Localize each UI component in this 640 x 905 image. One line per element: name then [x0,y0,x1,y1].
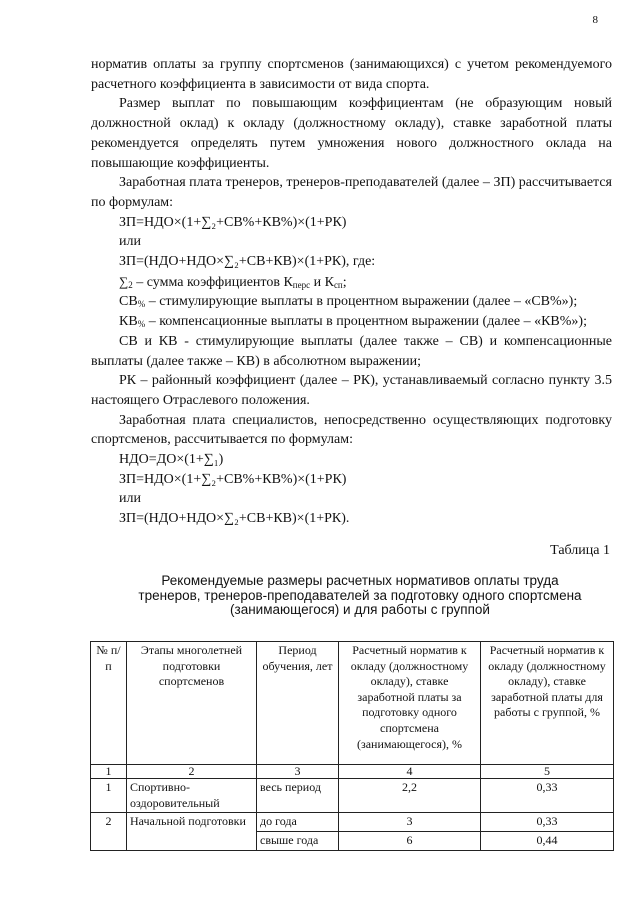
header-norm-one: Расчетный норматив к окладу (должностному окладу), ставке заработной платы за подготовку одного спортсмена (занимающегося), % [339,642,481,765]
table-row [91,813,614,851]
row-norm-group: 0,33 [481,779,614,813]
formula-zp-3: ЗП=НДО×(1+∑₂+СВ%+КВ%)×(1+РК) [119,471,347,487]
formula-zp-2: ЗП=(НДО+НДО×∑₂+СВ+КВ)×(1+РК), где: [119,254,376,270]
paragraph-4: Заработная плата специалистов, непосредственно осуществляющих подготовку спортсменов, рассчитывается по формулам: [91,412,612,448]
norms-table [90,641,614,851]
formula-zp-4: ЗП=(НДО+НДО×∑₂+СВ+КВ)×(1+РК). [119,511,350,527]
table-column-numbers [91,765,614,779]
row-number: 2 [91,813,127,851]
table-row [91,779,614,813]
row-stage: Начальной подготовки [127,813,257,851]
row-period: весь период [257,779,339,813]
sv-kv-definition: СВ и КВ - стимулирующие выплаты (далее также – СВ) и компенсационные выплаты (далее также – КВ) в абсолютном выражении; [91,333,612,369]
page-number: 8 [592,14,598,26]
or-1: или [119,234,141,250]
table-header-row [91,642,614,765]
header-period: Период обучения, лет [257,642,339,765]
sum-definition: $\sum_2$ – сумма коэффициентов $К_{перс}$ и $К_{сп}$; [119,273,347,290]
cv-definition: $СВ_{\%}$ – стимулирующие выплаты в процентном выражении (далее – «СВ%»); [119,294,578,310]
row-number: 1 [91,779,127,813]
row-norm-one: 2,2 [339,779,481,813]
col-number: 5 [481,765,614,779]
header-number: № п/п [91,642,127,765]
table-title: Рекомендуемые размеры расчетных нормативов оплаты труда тренеров, тренеров-преподавателей за подготовку одного спортсмена (занимающегося) и для работы с группой [138,573,582,618]
paragraph-2: Размер выплат по повышающим коэффициентам (не образующим новый должностной оклад) к окладу (должностному окладу), ставке заработной платы рекомендуется определять путем умножения нового должностного оклада на повышающие коэффициенты. [91,96,612,171]
col-number: 2 [127,765,257,779]
row-stage: Спортивно-оздоровительный [127,779,257,813]
document-body [91,55,612,529]
row-period: до года свыше года [257,813,339,851]
header-norm-group: Расчетный норматив к окладу (должностному окладу), ставке заработной платы для работы с группой, % [481,642,614,765]
table-label: Таблица 1 [550,543,610,558]
paragraph-3: Заработная плата тренеров, тренеров-преподавателей (далее – ЗП) рассчитывается по формулам: [91,175,612,210]
rk-definition: РК – районный коэффициент (далее – РК), устанавливаемый согласно пункту 3.5 настоящего Отраслевого положения. [91,373,612,408]
col-number: 4 [339,765,481,779]
kv-definition: $КВ_{\%}$ – компенсационные выплаты в процентном выражении (далее – «КВ%»); [119,314,587,330]
paragraph-1: норматив оплаты за группу спортсменов (занимающихся) с учетом рекомендуемого расчетного коэффициента в зависимости от вида спорта. [91,57,612,92]
or-2: или [119,491,141,507]
formula-ndo: НДО=ДО×(1+∑₁) [119,452,224,468]
row-norm-one: 3 6 [339,813,481,851]
row-norm-group: 0,33 0,44 [481,813,614,851]
col-number: 1 [91,765,127,779]
formula-zp-1: ЗП=НДО×(1+∑₂+СВ%+КВ%)×(1+РК) [119,214,347,230]
col-number: 3 [257,765,339,779]
header-stage: Этапы многолетней подготовки спортсменов [127,642,257,765]
